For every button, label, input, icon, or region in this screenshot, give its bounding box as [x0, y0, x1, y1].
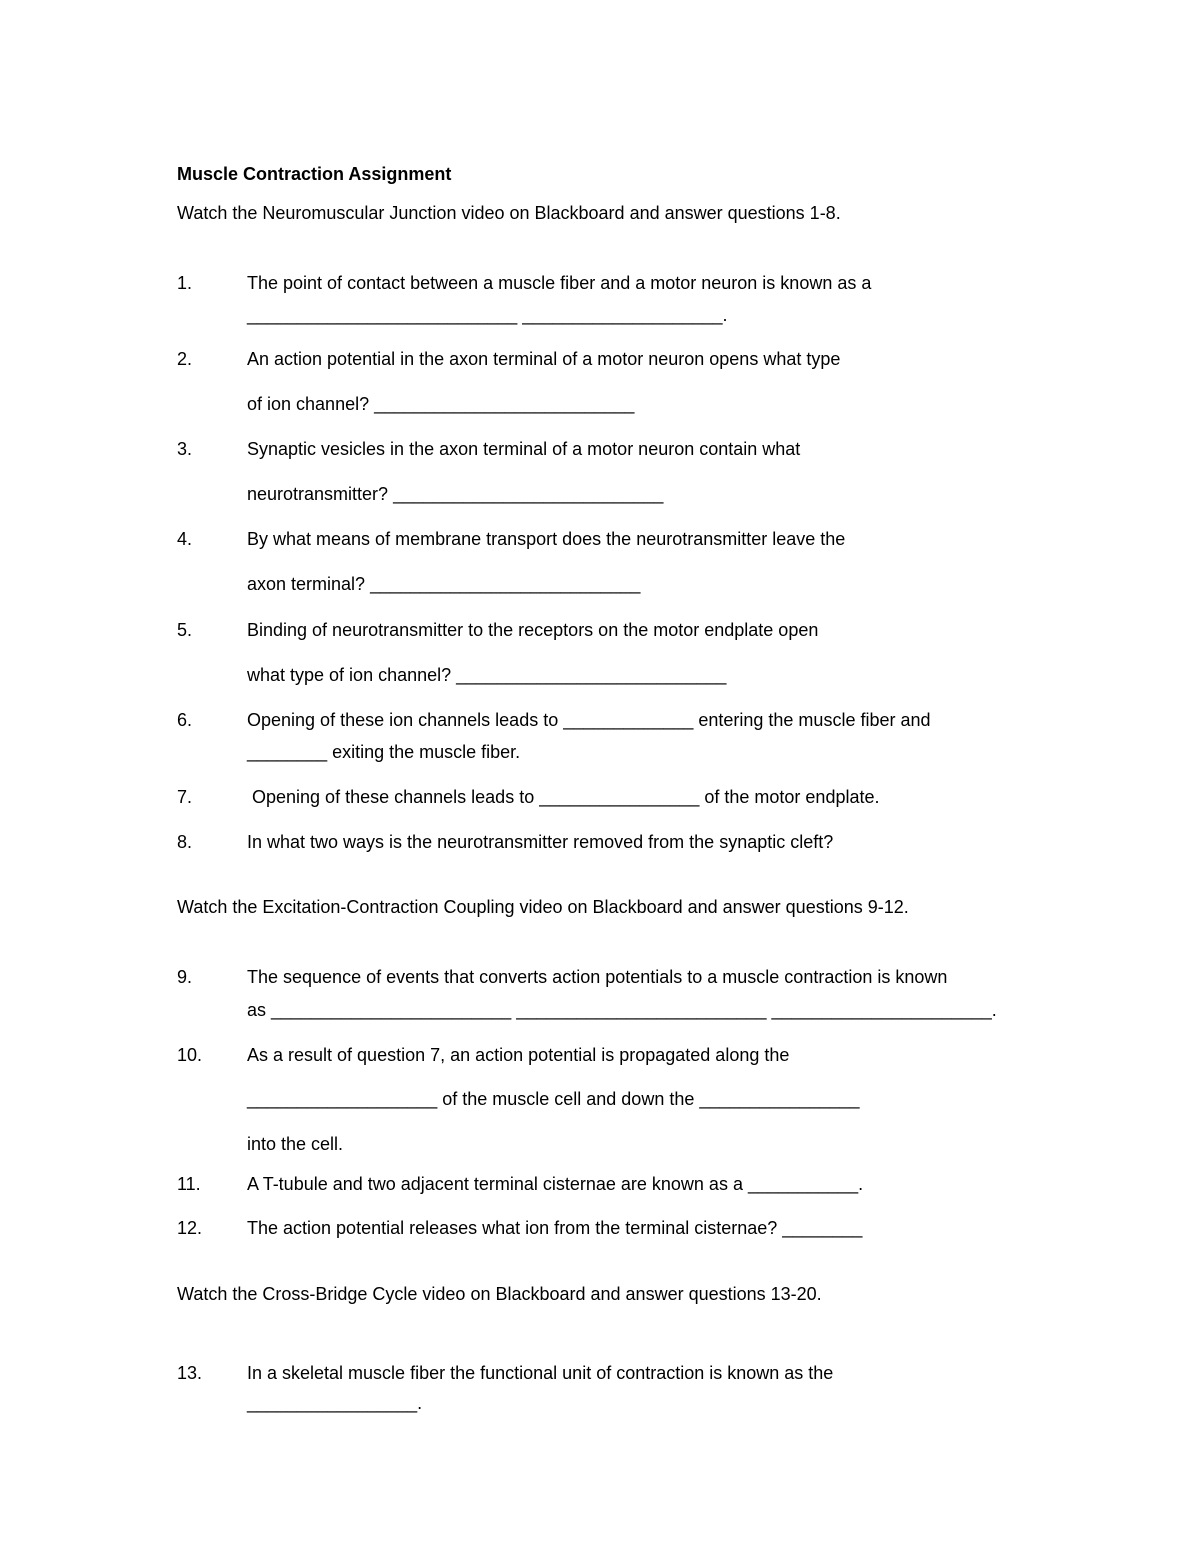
question-text: Synaptic vesicles in the axon terminal of a motor neuron contain what: [247, 439, 801, 459]
page-title: Muscle Contraction Assignment: [177, 164, 452, 184]
question-text: into the cell.: [247, 1134, 344, 1154]
question-number: 11.: [177, 1174, 201, 1194]
question-text: neurotransmitter? ___________________________: [247, 484, 664, 504]
question-number: 12.: [177, 1218, 203, 1238]
question-number: 7.: [177, 787, 193, 807]
question-number: 8.: [177, 832, 193, 852]
question-text: Opening of these ion channels leads to _____________ entering the muscle fiber and: [247, 710, 931, 730]
section-intro-2: Watch the Excitation-Contraction Coupling video on Blackboard and answer questions 9-12.: [177, 897, 909, 917]
question-text: By what means of membrane transport does the neurotransmitter leave the: [247, 529, 846, 549]
question-text: The sequence of events that converts action potentials to a muscle contraction is known: [247, 967, 948, 987]
question-number: 4.: [177, 529, 193, 549]
question-text: Opening of these channels leads to ________________ of the motor endplate.: [247, 787, 880, 807]
question-text: A T-tubule and two adjacent terminal cisternae are known as a ___________.: [247, 1174, 864, 1194]
question-text: As a result of question 7, an action potential is propagated along the: [247, 1045, 790, 1065]
question-number: 3.: [177, 439, 193, 459]
question-text: of ion channel? __________________________: [247, 394, 635, 414]
question-text: axon terminal? ___________________________: [247, 574, 641, 594]
answer-blank: ___________________________ ____________________.: [247, 305, 728, 325]
question-text: An action potential in the axon terminal of a motor neuron opens what type: [247, 349, 841, 369]
question-text: as ________________________ _________________________ ______________________.: [247, 1000, 997, 1020]
question-text: The action potential releases what ion from the terminal cisternae? ________: [247, 1218, 863, 1238]
question-text: Binding of neurotransmitter to the receptors on the motor endplate open: [247, 620, 819, 640]
question-text: In what two ways is the neurotransmitter removed from the synaptic cleft?: [247, 832, 834, 852]
section-intro-1: Watch the Neuromuscular Junction video on Blackboard and answer questions 1-8.: [177, 203, 841, 223]
question-text: _________________.: [247, 1393, 423, 1413]
question-number: 13.: [177, 1363, 203, 1383]
question-number: 9.: [177, 967, 193, 987]
section-intro-3: Watch the Cross-Bridge Cycle video on Blackboard and answer questions 13-20.: [177, 1284, 822, 1304]
question-text: The point of contact between a muscle fiber and a motor neuron is known as a: [247, 273, 872, 293]
question-text: what type of ion channel? ___________________________: [247, 665, 727, 685]
question-number: 1.: [177, 273, 193, 293]
question-number: 10.: [177, 1045, 203, 1065]
question-text: ________ exiting the muscle fiber.: [247, 742, 521, 762]
question-number: 6.: [177, 710, 193, 730]
question-number: 2.: [177, 349, 193, 369]
question-text: ___________________ of the muscle cell and down the ________________: [247, 1089, 860, 1109]
question-number: 5.: [177, 620, 193, 640]
question-text: In a skeletal muscle fiber the functional unit of contraction is known as the: [247, 1363, 834, 1383]
